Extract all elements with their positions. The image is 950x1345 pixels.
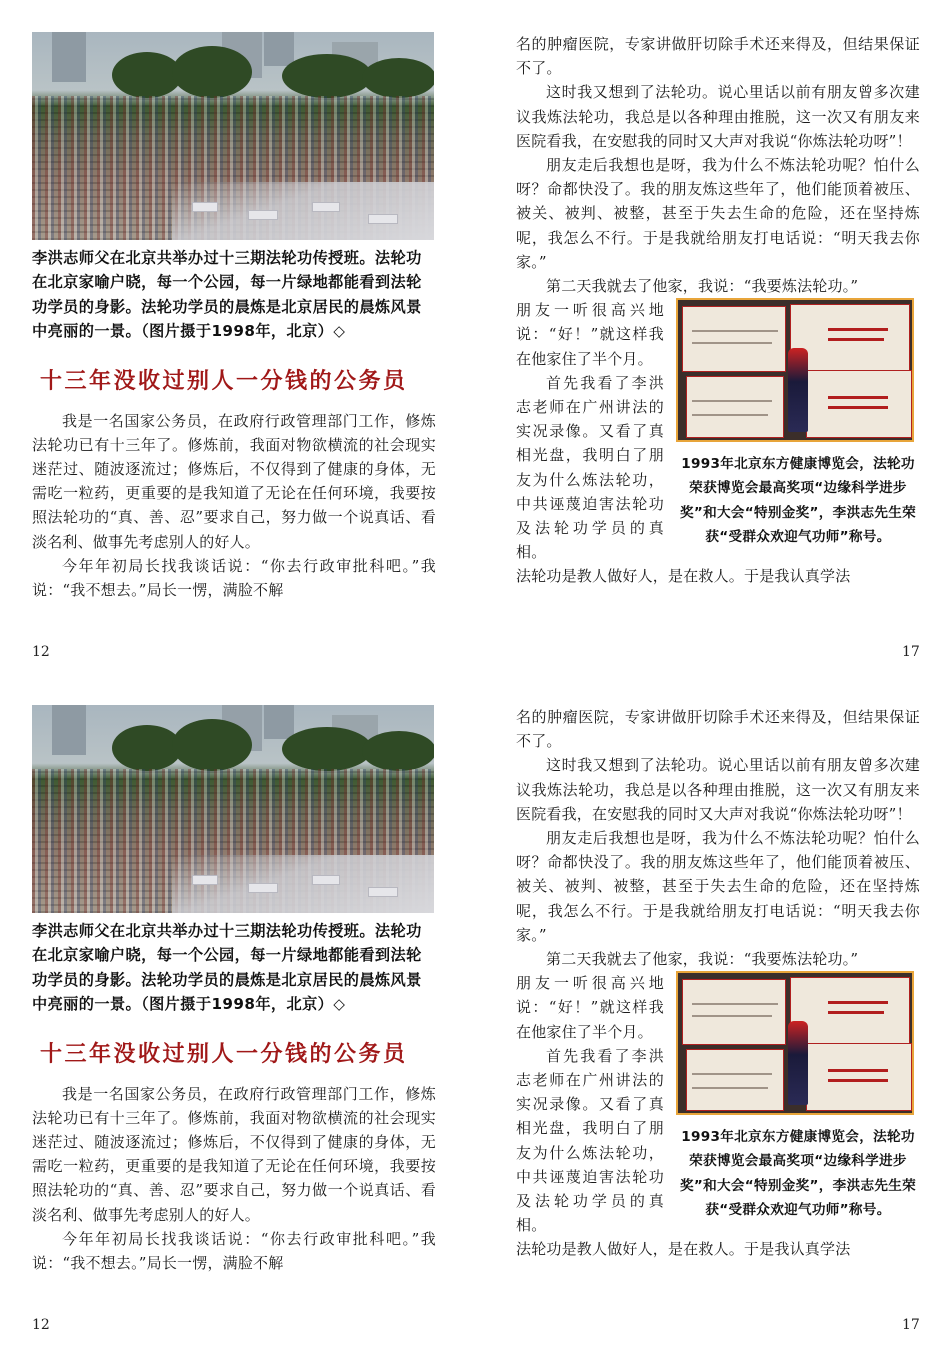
article-body bbox=[32, 409, 436, 603]
paragraph: 第二天我就去了他家，我说：“我要炼法轮功。” bbox=[546, 950, 859, 969]
certificate-caption: 1993年北京东方健康博览会，法轮功荣获博览会最高奖项“边缘科学进步奖”和大会“特别金奖”，李洪志先生荣获“受群众欢迎气功师”称号。 bbox=[679, 456, 917, 545]
photo-caption: 李洪志师父在北京共举办过十三期法轮功传授班。法轮功在北京家喻户晓，每一个公园，每一片绿地都能看到法轮功学员的身影。法轮功学员的晨炼是北京居民的晨炼风景中亮丽的一景。（图片摄于1998年，北京）◇ bbox=[32, 249, 422, 341]
page-number-left: 12 bbox=[32, 644, 50, 660]
paragraph: 首先我看了李洪志老师在广州讲法的实况录像。又看了真相光盘，我明白了朋友为什么炼法轮功，中共诬蔑迫害法轮功及法轮功学员的真相。 bbox=[516, 373, 664, 562]
paragraph: 朋友一听很高兴地说：“好！”就这样我在他家住了半个月。 bbox=[516, 301, 664, 368]
paragraph: 这时我又想到了法轮功。说心里话以前有朋友曾多次建议我炼法轮功，我总是以各种理由推脱，这一次又有朋友来医院看我，在安慰我的同时又大声对我说“你炼法轮功呀”！ bbox=[516, 756, 920, 823]
right-page-column bbox=[516, 705, 920, 1262]
crowd-exercise-photo bbox=[32, 705, 434, 913]
certificate-photo bbox=[676, 971, 914, 1115]
page-sheet-top bbox=[0, 0, 950, 672]
crowd-exercise-photo bbox=[32, 32, 434, 240]
photo-caption: 李洪志师父在北京共举办过十三期法轮功传授班。法轮功在北京家喻户晓，每一个公园，每一片绿地都能看到法轮功学员的身影。法轮功学员的晨炼是北京居民的晨炼风景中亮丽的一景。（图片摄于1998年，北京）◇ bbox=[32, 922, 422, 1014]
paragraph: 法轮功是教人做好人，是在救人。于是我认真学法 bbox=[516, 567, 851, 586]
paragraph: 今年年初局长找我谈话说：“你去行政审批科吧。”我说：“我不想去。”局长一愣，满脸不解 bbox=[32, 1229, 436, 1273]
certificate-caption: 1993年北京东方健康博览会，法轮功荣获博览会最高奖项“边缘科学进步奖”和大会“特别金奖”，李洪志先生荣获“受群众欢迎气功师”称号。 bbox=[679, 1129, 917, 1218]
page-sheet-bottom bbox=[0, 673, 950, 1345]
page-number-left: 12 bbox=[32, 1317, 50, 1333]
wrapped-text-area bbox=[516, 971, 920, 1237]
certificate-figure bbox=[676, 298, 920, 549]
paragraph: 朋友走后我想也是呀，我为什么不炼法轮功呢？怕什么呀？命都快没了。我的朋友炼这些年了，他们能顶着被压、被关、被判、被整，甚至于失去生命的危险，还在坚持炼呢，我怎么不行。于是我就给朋友打电话说：“明天我去你家。” bbox=[516, 829, 920, 944]
paragraph: 今年年初局长找我谈话说：“你去行政审批科吧。”我说：“我不想去。”局长一愣，满脸不解 bbox=[32, 556, 436, 600]
right-page-column bbox=[516, 32, 920, 589]
page-number-right: 17 bbox=[902, 644, 920, 660]
paragraph: 朋友一听很高兴地说：“好！”就这样我在他家住了半个月。 bbox=[516, 974, 664, 1041]
paragraph: 我是一名国家公务员，在政府行政管理部门工作，修炼法轮功已有十三年了。修炼前，我面对物欲横流的社会现实迷茫过、随波逐流过；修炼后，不仅得到了健康的身体，无需吃一粒药，更重要的是我知道了无论在任何环境，我要按照法轮功的“真、善、忍”要求自己，努力做一个说真话、看淡名利、做事先考虑别人的好人。 bbox=[32, 411, 436, 551]
article-title: 十三年没收过别人一分钱的公务员 bbox=[40, 368, 408, 394]
paragraph: 首先我看了李洪志老师在广州讲法的实况录像。又看了真相光盘，我明白了朋友为什么炼法轮功，中共诬蔑迫害法轮功及法轮功学员的真相。 bbox=[516, 1046, 664, 1235]
certificate-photo bbox=[676, 298, 914, 442]
certificate-figure bbox=[676, 971, 920, 1222]
paragraph: 名的肿瘤医院，专家讲做肝切除手术还来得及，但结果保证不了。 bbox=[516, 35, 920, 78]
page-number-right: 17 bbox=[902, 1317, 920, 1333]
wrapped-text-area bbox=[516, 298, 920, 564]
left-page-column bbox=[32, 705, 436, 1275]
left-page-column bbox=[32, 32, 436, 602]
article-body bbox=[32, 1082, 436, 1276]
paragraph: 法轮功是教人做好人，是在救人。于是我认真学法 bbox=[516, 1240, 851, 1259]
paragraph: 我是一名国家公务员，在政府行政管理部门工作，修炼法轮功已有十三年了。修炼前，我面对物欲横流的社会现实迷茫过、随波逐流过；修炼后，不仅得到了健康的身体，无需吃一粒药，更重要的是我知道了无论在任何环境，我要按照法轮功的“真、善、忍”要求自己，努力做一个说真话、看淡名利、做事先考虑别人的好人。 bbox=[32, 1084, 436, 1224]
paragraph: 第二天我就去了他家，我说：“我要炼法轮功。” bbox=[546, 277, 859, 296]
paragraph: 朋友走后我想也是呀，我为什么不炼法轮功呢？怕什么呀？命都快没了。我的朋友炼这些年了，他们能顶着被压、被关、被判、被整，甚至于失去生命的危险，还在坚持炼呢，我怎么不行。于是我就给朋友打电话说：“明天我去你家。” bbox=[516, 156, 920, 271]
paragraph: 名的肿瘤医院，专家讲做肝切除手术还来得及，但结果保证不了。 bbox=[516, 708, 920, 751]
paragraph: 这时我又想到了法轮功。说心里话以前有朋友曾多次建议我炼法轮功，我总是以各种理由推脱，这一次又有朋友来医院看我，在安慰我的同时又大声对我说“你炼法轮功呀”！ bbox=[516, 83, 920, 150]
article-title: 十三年没收过别人一分钱的公务员 bbox=[40, 1041, 408, 1067]
